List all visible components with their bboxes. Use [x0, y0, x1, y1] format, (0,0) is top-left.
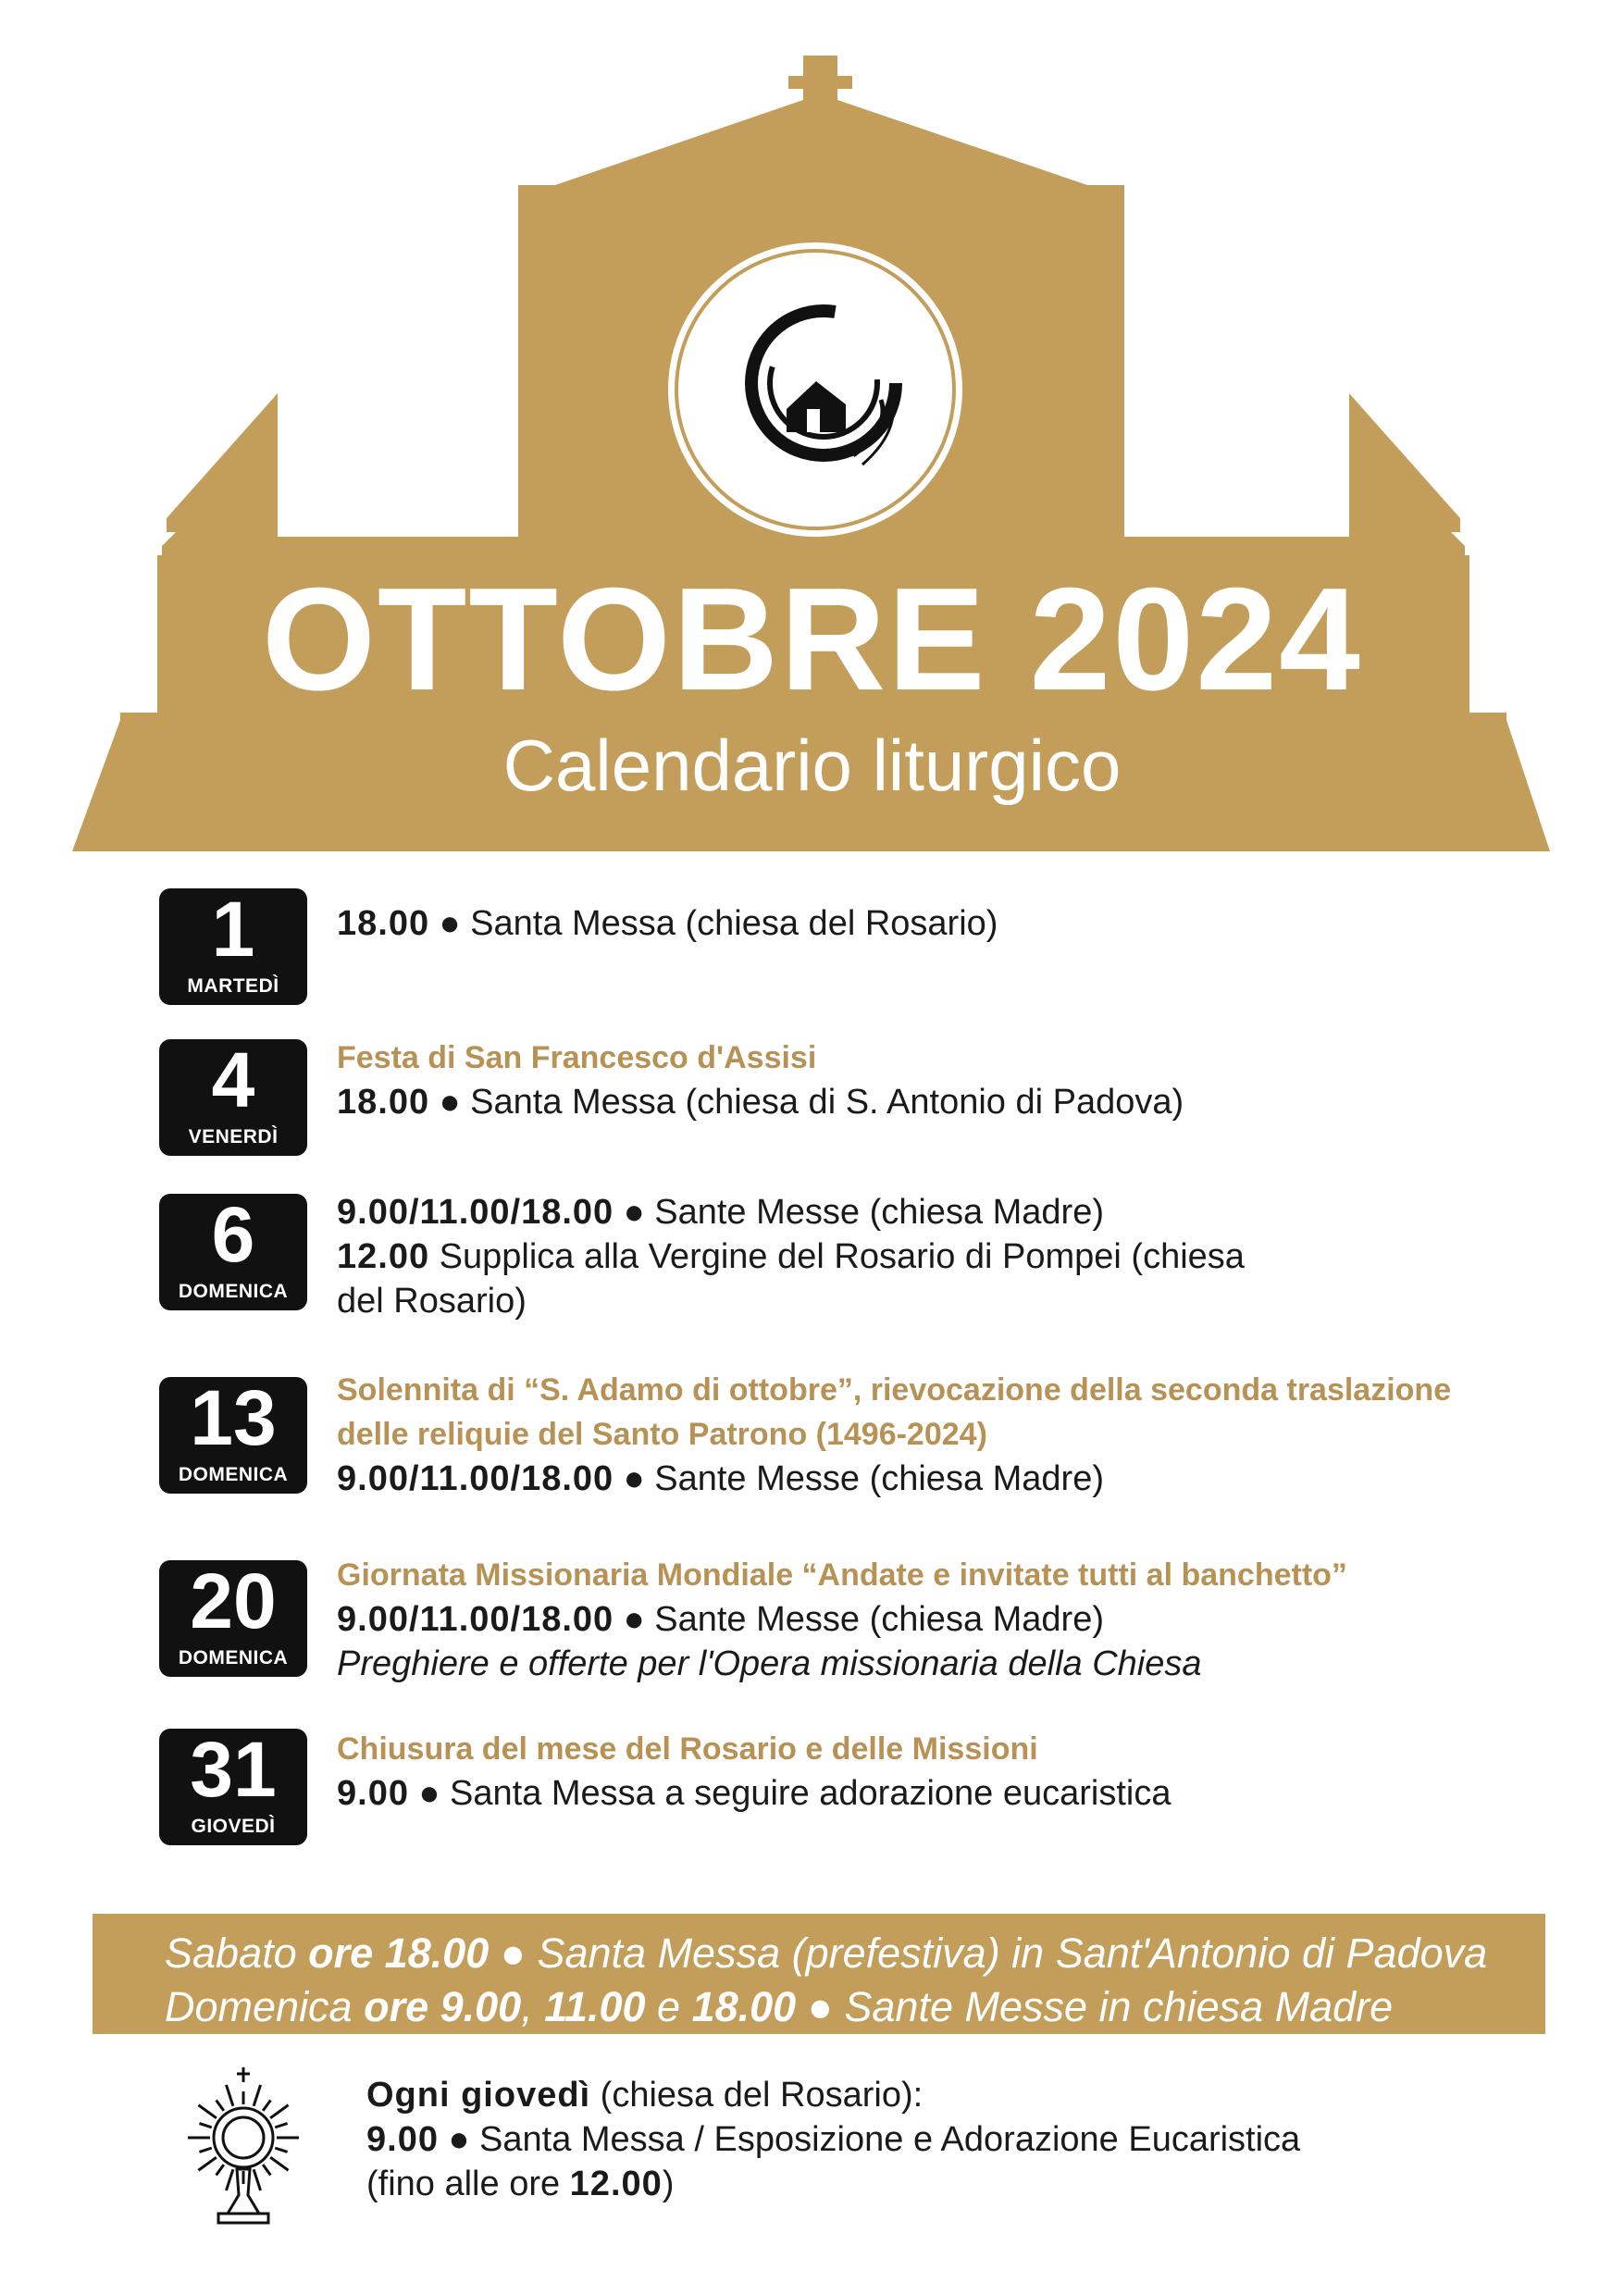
event-heading: Chiusura del mese del Rosario e delle Missioni	[337, 1731, 1038, 1767]
event-text: del Rosario)	[337, 1282, 527, 1321]
event-text: ● Santa Messa (chiesa di S. Antonio di Padova)	[429, 1083, 1184, 1122]
banner-sep: ,	[521, 1983, 545, 2030]
banner-line-saturday	[165, 1929, 1488, 1977]
event-text: ● Santa Messa (chiesa del Rosario)	[429, 904, 998, 943]
monstrance-ray	[199, 2148, 211, 2152]
monstrance-ray	[199, 2124, 211, 2128]
banner-text: ● Sante Messe in chiesa Madre	[796, 1983, 1394, 2030]
weekly-end-time: 12.00	[569, 2165, 663, 2203]
event-time: 9.00/11.00/18.00	[337, 1600, 614, 1639]
event-time: 12.00	[337, 1237, 430, 1276]
monstrance-ray	[226, 2085, 232, 2106]
logo-emblem-icon	[668, 242, 962, 537]
weekly-mass-line	[366, 2117, 1551, 2162]
monstrance-ray	[263, 2165, 270, 2175]
banner-day: Sabato	[165, 1929, 309, 1977]
weekday-label: DOMENICA	[178, 1464, 289, 1485]
date-badge	[159, 1191, 307, 1310]
day-number: 20	[190, 1557, 277, 1644]
event-line	[337, 1279, 1558, 1323]
event-time: 18.00	[337, 904, 430, 943]
monstrance-ray	[198, 2157, 216, 2170]
event-heading: Festa di San Francesco d'Assisi	[337, 1040, 817, 1075]
date-badge	[159, 1726, 307, 1845]
banner-time: 11.00	[544, 1983, 646, 2030]
event-heading: Solennita di “S. Adamo di ottobre”, rievocazione della seconda traslazione	[337, 1372, 1452, 1408]
event-time: 9.00/11.00/18.00	[337, 1193, 614, 1232]
event-note: Preghiere e offerte per l'Opera missionaria della Chiesa	[337, 1644, 1202, 1683]
banner-line-sunday	[165, 1983, 1394, 2030]
banner-text: ● Santa Messa (prefestiva) in Sant'Antonio di Padova	[489, 1929, 1488, 1977]
weekly-end-paren: )	[662, 2165, 675, 2203]
weekday-label: MARTEDÌ	[187, 975, 279, 997]
weekly-place: (chiesa del Rosario):	[590, 2076, 924, 2115]
date-badge	[159, 1374, 307, 1494]
day-number: 4	[211, 1036, 255, 1123]
monstrance-icon	[174, 2066, 313, 2241]
weekend-masses-banner	[93, 1914, 1545, 2034]
banner-day: Domenica	[165, 1983, 365, 2030]
event-line	[337, 901, 1558, 946]
banner-time: ore 18.00	[308, 1929, 490, 1977]
weekday-label: GIOVEDÌ	[191, 1816, 276, 1837]
monstrance-ray	[226, 2169, 232, 2190]
weekly-title-line	[366, 2073, 1551, 2117]
event-time: 18.00	[337, 1083, 430, 1122]
date-badge	[159, 1036, 307, 1156]
event-text: ● Sante Messe (chiesa Madre)	[614, 1459, 1105, 1498]
weekly-end-text: (fino alle ore	[366, 2165, 570, 2203]
monstrance-ray	[275, 2124, 287, 2128]
weekly-title: Ogni giovedì	[366, 2076, 591, 2115]
monstrance-ray	[198, 2105, 216, 2118]
weekly-time: 9.00	[366, 2120, 439, 2159]
monstrance-ray	[263, 2101, 270, 2111]
date-badge	[159, 1557, 307, 1677]
weekday-label: DOMENICA	[178, 1647, 289, 1669]
event-time: 9.00/11.00/18.00	[337, 1459, 614, 1498]
day-number: 1	[211, 886, 255, 973]
event-line	[337, 1080, 1558, 1124]
banner-sep: e	[645, 1983, 692, 2030]
monstrance-ray	[217, 2101, 224, 2111]
date-badge	[159, 888, 307, 1005]
event-text: Supplica alla Vergine del Rosario di Pompei (chiesa	[429, 1237, 1245, 1276]
event-line	[337, 1234, 1558, 1279]
logo-town	[668, 242, 962, 243]
weekday-label: DOMENICA	[178, 1281, 289, 1302]
event-heading-2: delle reliquie del Santo Patrono (1496-2024)	[337, 1417, 987, 1452]
event-text: ● Sante Messe (chiesa Madre)	[614, 1600, 1105, 1639]
weekly-adoration	[366, 2073, 1551, 2206]
event-text: ● Santa Messa a seguire adorazione eucaristica	[408, 1774, 1172, 1813]
monstrance-ray	[217, 2165, 224, 2175]
page-title: OTTOBRE 2024	[262, 558, 1362, 721]
event-line	[337, 1771, 1558, 1816]
banner-time: 18.00	[691, 1983, 797, 2030]
event-time: 9.00	[337, 1774, 409, 1813]
event-line	[337, 1190, 1558, 1234]
banner-time: ore 9.00	[364, 1983, 522, 2030]
page-subtitle: Calendario liturgico	[502, 725, 1122, 806]
weekly-end-line	[366, 2162, 1551, 2206]
monstrance-ray	[270, 2105, 288, 2118]
day-number: 31	[190, 1726, 277, 1813]
event-line	[337, 1457, 1558, 1501]
event-line	[337, 1597, 1558, 1642]
event-text: ● Sante Messe (chiesa Madre)	[614, 1193, 1105, 1232]
event-heading: Giornata Missionaria Mondiale “Andate e invitate tutti al banchetto”	[337, 1557, 1347, 1593]
monstrance-ray	[270, 2157, 288, 2170]
monstrance-ray	[254, 2169, 260, 2190]
weekday-label: VENERDÌ	[188, 1126, 279, 1148]
day-number: 13	[190, 1374, 277, 1461]
monstrance-ray	[254, 2085, 260, 2106]
monstrance-ray	[275, 2148, 287, 2152]
weekly-text: ● Santa Messa / Esposizione e Adorazione Eucaristica	[438, 2120, 1301, 2159]
parish-logo	[668, 242, 962, 537]
day-number: 6	[211, 1191, 255, 1278]
